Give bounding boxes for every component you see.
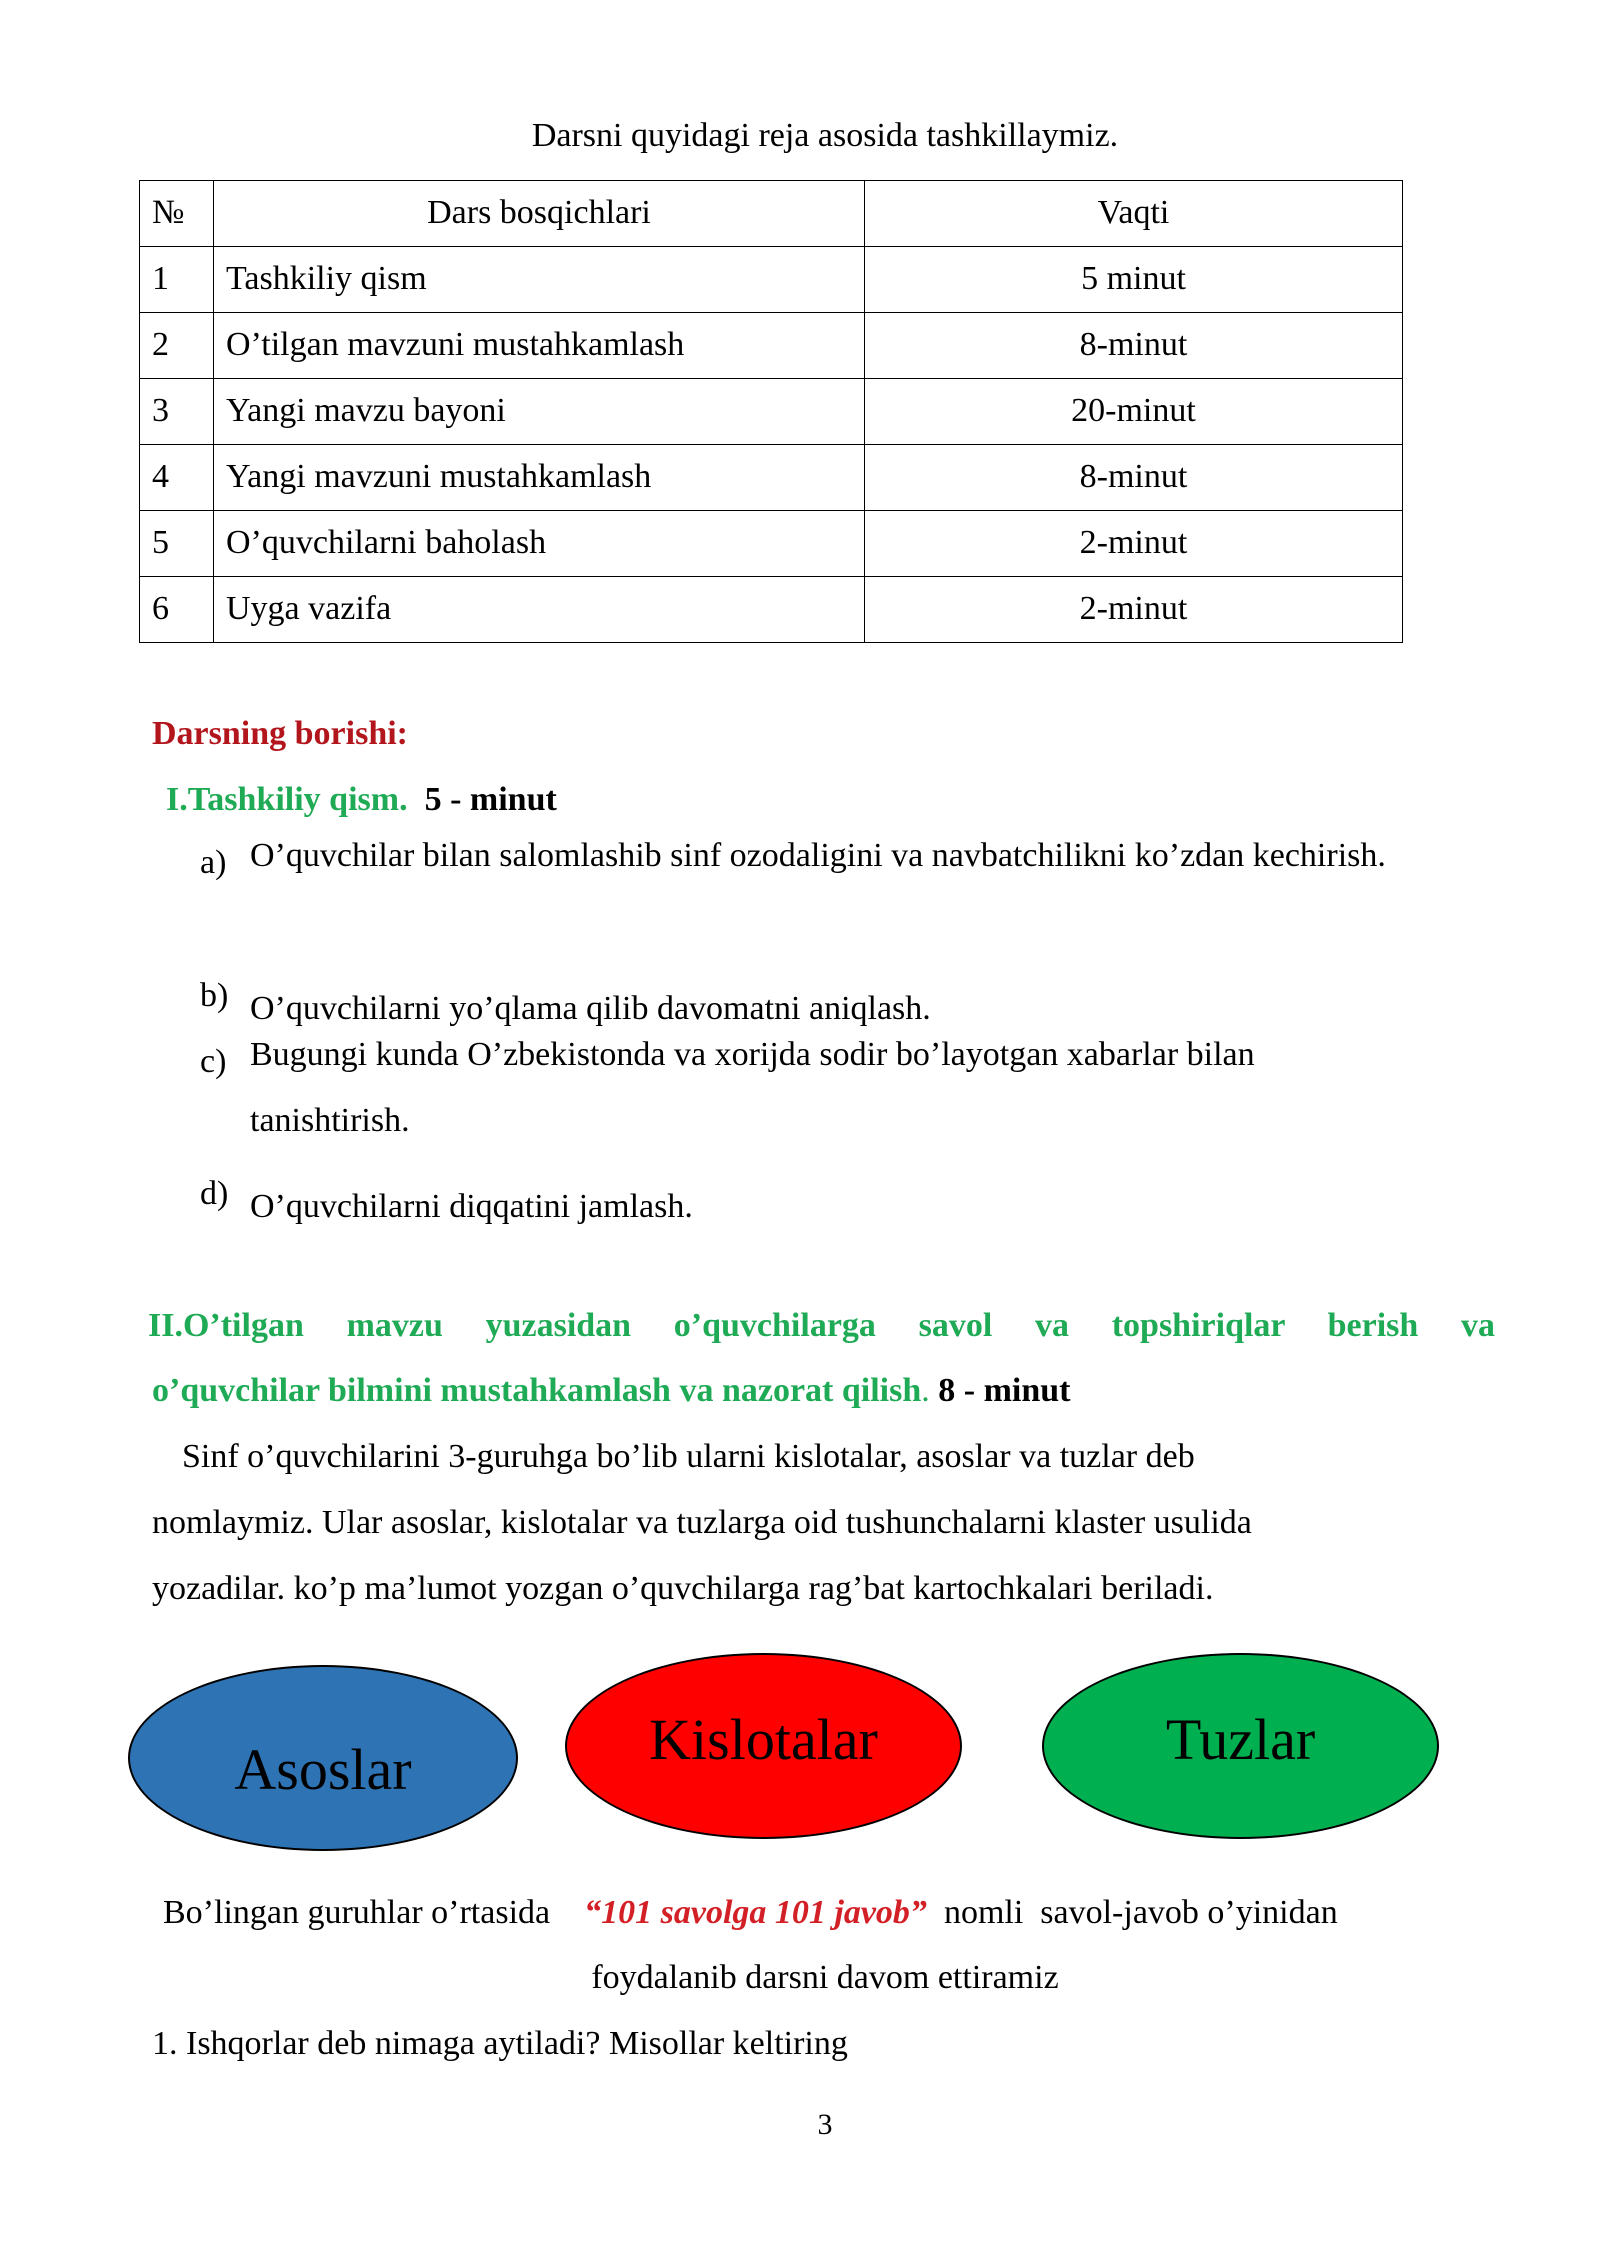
header-time: Vaqti (865, 181, 1403, 247)
section2-title-cont: o’quvchilar bilmini mustahkamlash va nazorat qilish (152, 1372, 922, 1409)
section2-time: 8 - minut (938, 1372, 1071, 1409)
page-number: 3 (817, 2108, 833, 2141)
cell-stage: Yangi mavzu bayoni (214, 379, 865, 445)
cell-time: 5 minut (865, 247, 1403, 313)
list-marker: a) (200, 844, 227, 881)
lesson-heading: Darsning borishi: (152, 715, 408, 752)
group-label: Tuzlar (1165, 1707, 1316, 1773)
section2-title-line1: II.O’tilgan mavzu yuzasidan o’quvchilarga savol va topshiriqlar berish va (148, 1307, 1495, 1344)
table-header-row (140, 181, 1403, 247)
cell-stage: Uyga vazifa (214, 577, 865, 643)
game-line (163, 1893, 1338, 1934)
header-stage: Dars bosqichlari (214, 181, 865, 247)
game-line2: foydalanib darsni davom ettiramiz (591, 1959, 1059, 1996)
paragraph-line: Sinf o’quvchilarini 3-guruhga bo’lib ularni kislotalar, asoslar va tuzlar deb (182, 1438, 1195, 1475)
list-text: Bugungi kunda O’zbekistonda va xorijda sodir bo’layotgan xabarlar bilan tanishtirish. (250, 1036, 1255, 1139)
paragraph-line: nomlaymiz. Ular asoslar, kislotalar va tuzlarga oid tushunchalarni klaster usulida (152, 1504, 1252, 1541)
group-label: Asoslar (234, 1737, 412, 1803)
list-text: O’quvchilarni diqqatini jamlash. (250, 1188, 693, 1225)
cell-stage: O’tilgan mavzuni mustahkamlash (214, 313, 865, 379)
table-row (140, 445, 1403, 511)
table-row (140, 379, 1403, 445)
intro-text: Darsni quyidagi reja asosida tashkillaymiz. (531, 117, 1119, 154)
cell-time: 8-minut (865, 445, 1403, 511)
table-row (140, 511, 1403, 577)
list-text: O’quvchilar bilan salomlashib sinf ozodaligini va navbatchilikni ko’zdan kechirish. (250, 837, 1386, 874)
group-ellipse-asoslar (128, 1665, 518, 1851)
cell-number: 1 (140, 247, 214, 313)
cell-time: 20-minut (865, 379, 1403, 445)
table-row (140, 313, 1403, 379)
question-1: 1. Ishqorlar deb nimaga aytiladi? Misollar keltiring (152, 2025, 848, 2062)
cell-number: 6 (140, 577, 214, 643)
cell-number: 2 (140, 313, 214, 379)
group-label: Kislotalar (649, 1707, 878, 1773)
cell-stage: Yangi mavzuni mustahkamlash (214, 445, 865, 511)
table-row (140, 247, 1403, 313)
lesson-plan-table (139, 180, 1403, 643)
table-row (140, 577, 1403, 643)
list-text: O’quvchilarni yo’qlama qilib davomatni aniqlash. (250, 990, 931, 1027)
list-marker: c) (200, 1043, 227, 1080)
cell-time: 2-minut (865, 511, 1403, 577)
section1-heading (166, 780, 557, 821)
game-after: nomli savol-javob o’yinidan (943, 1894, 1338, 1931)
game-before: Bo’lingan guruhlar o’rtasida (163, 1894, 551, 1931)
cell-time: 8-minut (865, 313, 1403, 379)
section2-title-line2 (152, 1371, 1070, 1412)
section1-time: 5 - minut (424, 781, 557, 818)
cell-stage: O’quvchilarni baholash (214, 511, 865, 577)
section2-title-dot: . (921, 1372, 930, 1409)
cell-number: 5 (140, 511, 214, 577)
group-ellipse-tuzlar (1042, 1653, 1439, 1839)
list-marker: d) (200, 1175, 229, 1212)
header-number: № (140, 181, 214, 247)
paragraph-line: yozadilar. ko’p ma’lumot yozgan o’quvchilarga rag’bat kartochkalari beriladi. (152, 1570, 1214, 1607)
cell-number: 4 (140, 445, 214, 511)
cell-stage: Tashkiliy qism (214, 247, 865, 313)
group-ellipse-kislotalar (565, 1653, 962, 1839)
section1-title: I.Tashkiliy qism. (166, 781, 408, 818)
list-marker: b) (200, 977, 229, 1014)
cell-number: 3 (140, 379, 214, 445)
cell-time: 2-minut (865, 577, 1403, 643)
game-title: “101 savolga 101 javob” (584, 1894, 927, 1931)
